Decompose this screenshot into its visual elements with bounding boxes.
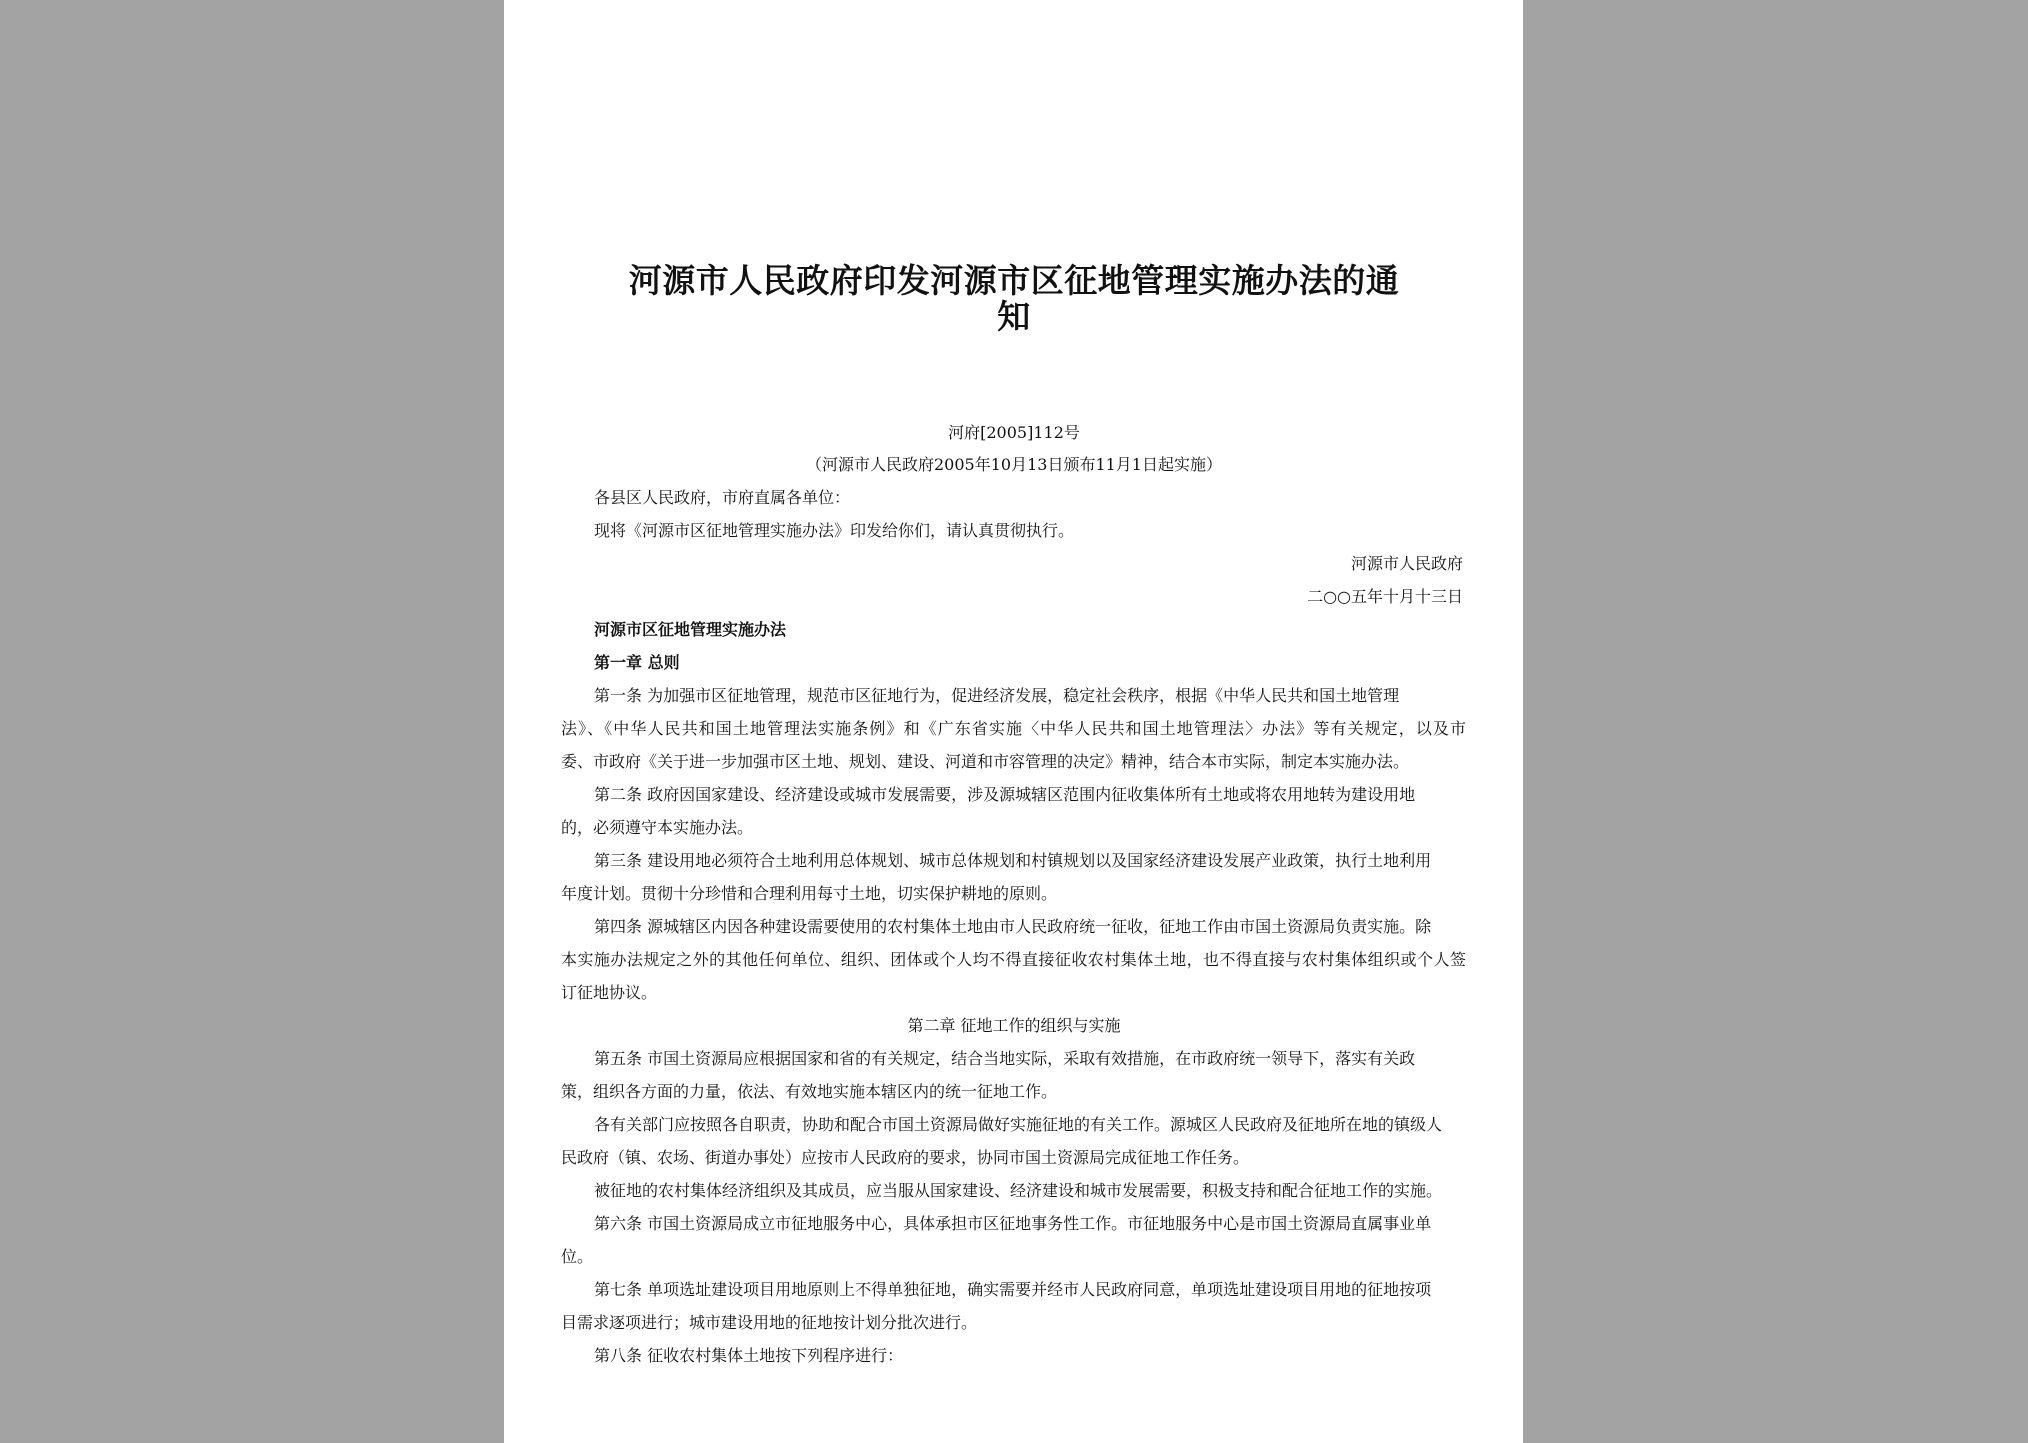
- issue-note: （河源市人民政府2005年10月13日颁布11月1日起实施）: [806, 455, 1222, 474]
- article7-line1: 第七条 单项选址建设项目用地原则上不得单独征地，确实需要并经市人民政府同意，单项选址建设项目用地的征地按项: [594, 1280, 1432, 1299]
- article4-line1: 第四条 源城辖区内因各种建设需要使用的农村集体土地由市人民政府统一征收，征地工作由市国土资源局负责实施。除: [594, 917, 1432, 936]
- article3-line2: 年度计划。贯彻十分珍惜和合理利用每寸土地，切实保护耕地的原则。: [561, 884, 1058, 903]
- article3-line1: 第三条 建设用地必须符合土地利用总体规划、城市总体规划和村镇规划以及国家经济建设发展产业政策，执行土地利用: [594, 851, 1432, 870]
- article1-line3: 委、市政府《关于进一步加强市区土地、规划、建设、河道和市容管理的决定》精神，结合本市实际，制定本实施办法。: [561, 752, 1410, 771]
- article1-line2: 法》、《中华人民共和国土地管理法实施条例》和《广东省实施〈中华人民共和国土地管理法〉办法》等有关规定，以及市: [561, 719, 1466, 738]
- article2-line1: 第二条 政府因国家建设、经济建设或城市发展需要，涉及源城辖区范围内征收集体所有土地或将农用地转为建设用地: [594, 785, 1416, 804]
- article5-line2: 策，组织各方面的力量，依法、有效地实施本辖区内的统一征地工作。: [561, 1082, 1058, 1101]
- article6-line1: 第六条 市国土资源局成立市征地服务中心，具体承担市区征地事务性工作。市征地服务中心是市国土资源局直属事业单: [594, 1214, 1432, 1233]
- collective-para: 被征地的农村集体经济组织及其成员，应当服从国家建设、经济建设和城市发展需要，积极支持和配合征地工作的实施。: [594, 1181, 1443, 1200]
- instruction: 现将《河源市区征地管理实施办法》印发给你们，请认真贯彻执行。: [594, 521, 1075, 540]
- article7-line2: 目需求逐项进行；城市建设用地的征地按计划分批次进行。: [561, 1313, 978, 1332]
- article5-line1: 第五条 市国土资源局应根据国家和省的有关规定，结合当地实际，采取有效措施，在市政府统一领导下，落实有关政: [594, 1049, 1416, 1068]
- chapter2-title: 第二章 征地工作的组织与实施: [907, 1016, 1121, 1035]
- departments-para-line1: 各有关部门应按照各自职责，协助和配合市国土资源局做好实施征地的有关工作。源城区人民政府及征地所在地的镇级人: [594, 1115, 1443, 1134]
- article8-line1: 第八条 征收农村集体土地按下列程序进行：: [594, 1346, 904, 1365]
- measures-title: 河源市区征地管理实施办法: [594, 620, 787, 639]
- article4-line3: 订征地协议。: [561, 983, 658, 1002]
- article2-line2: 的，必须遵守本实施办法。: [561, 818, 754, 837]
- document-title-line1: 河源市人民政府印发河源市区征地管理实施办法的通: [628, 261, 1400, 300]
- addressee: 各县区人民政府，市府直属各单位：: [594, 488, 851, 507]
- signature-date: 二○○五年十月十三日: [1307, 587, 1463, 606]
- signature-org: 河源市人民政府: [1350, 554, 1463, 573]
- article6-line2: 位。: [561, 1247, 594, 1266]
- document-page: [504, 0, 1523, 1443]
- article1-line1: 第一条 为加强市区征地管理，规范市区征地行为，促进经济发展，稳定社会秩序，根据《中华人民共和国土地管理: [594, 686, 1400, 705]
- document-number: 河府[2005]112号: [948, 423, 1080, 442]
- chapter1-title: 第一章 总则: [594, 653, 680, 672]
- departments-para-line2: 民政府（镇、农场、街道办事处）应按市人民政府的要求，协同市国土资源局完成征地工作任务。: [561, 1148, 1250, 1167]
- article4-line2: 本实施办法规定之外的其他任何单位、组织、团体或个人均不得直接征收农村集体土地，也不得直接与农村集体组织或个人签: [561, 950, 1466, 969]
- document-title-line2: 知: [997, 297, 1031, 336]
